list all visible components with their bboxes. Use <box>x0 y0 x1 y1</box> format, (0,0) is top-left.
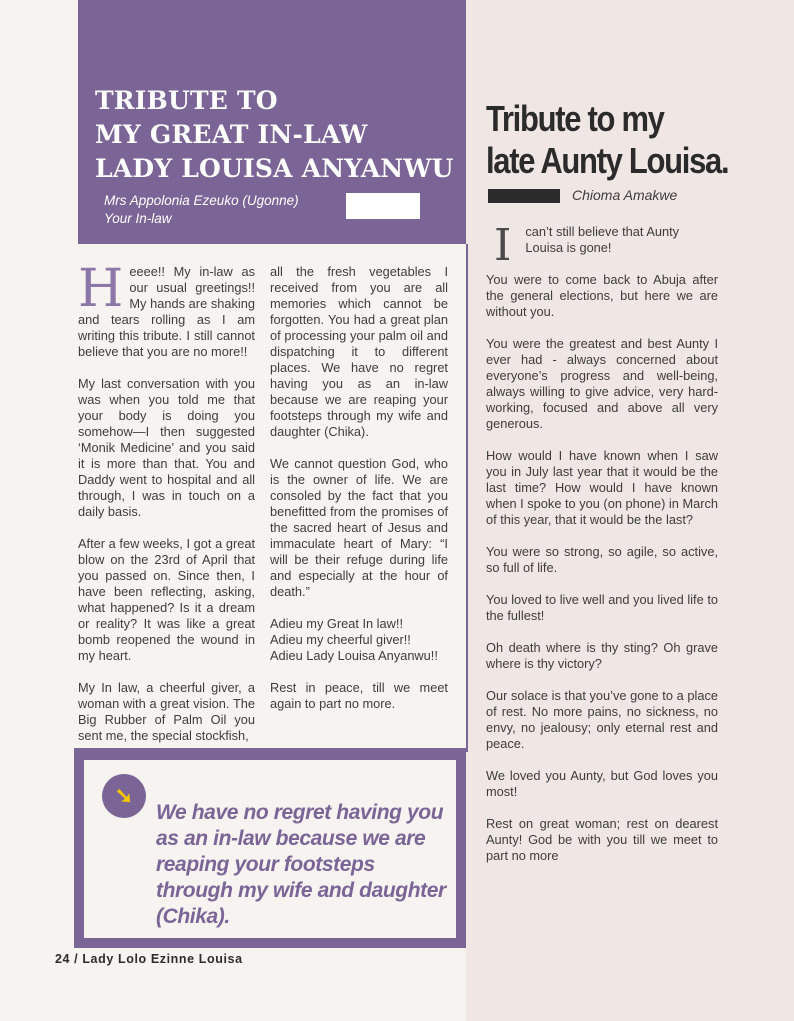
paragraph: After a few weeks, I got a great blow on the 23rd of April that you passed on. Since then, I have been reflecting, asking, what happened? Is it a dream or reality? It was like a great bomb reopened the wound in my heart. <box>78 536 255 663</box>
paragraph: Our solace is that you’ve gone to a place of rest. No more pains, no sickness, no envy, no jealousy; only eternal rest and peace. <box>486 688 718 751</box>
header-white-box <box>346 193 420 219</box>
paragraph: We loved you Aunty, but God loves you most! <box>486 768 718 799</box>
paragraph: all the fresh vegetables I received from you are all memories which cannot be forgotten. You had a great plan of processing your palm oil and dispatching it to different places. We have no regret having you as an in-law because we are reaping your footsteps through my wife and daughter (Chika). <box>270 264 448 439</box>
paragraph: Oh death where is thy sting? Oh grave where is thy victory? <box>486 640 718 671</box>
paragraph: You loved to live well and you lived life to the fullest! <box>486 592 718 623</box>
right-article-body <box>486 220 718 880</box>
left-article-title: TRIBUTE TO MY GREAT IN-LAW LADY LOUISA ANYANWU <box>95 86 454 183</box>
right-article-author: Chioma Amakwe <box>572 187 678 203</box>
column-divider <box>466 244 468 752</box>
paragraph: I can’t still believe that Aunty Louisa is gone! <box>494 220 680 271</box>
adieu-line: Adieu my cheerful giver!! <box>270 632 411 647</box>
drop-cap: I <box>494 220 512 271</box>
left-article-column-1 <box>78 259 255 760</box>
left-article-column-2 <box>270 264 448 728</box>
paragraph: We cannot question God, who is the owner of life. We are consoled by the fact that you benefitted from the promises of the sacred heart of Jesus and immaculate heart of Mary: “I will be their refuge during life and especially at the hour of death.” <box>270 456 448 599</box>
adieu-block <box>270 616 448 664</box>
paragraph: You were to come back to Abuja after the general elections, but here we are without you. <box>486 272 718 319</box>
paragraph: Rest on great woman; rest on dearest Aunty! God be with you till we meet to part no more <box>486 816 718 863</box>
paragraph: How would I have known when I saw you in July last year that it would be the last time? How would I have known when I spoke to you (on phone) in March of this year, that it would be the last? <box>486 448 718 527</box>
paragraph: My In law, a cheerful giver, a woman with a great vision. The Big Rubber of Palm Oil you sent me, the special stockfish, <box>78 680 255 743</box>
paragraph: You were the greatest and best Aunty I ever had - always concerned about everyone’s progress and well-being, always willing to give advice, very hard-working, focused and above all very generous. <box>486 336 718 431</box>
pull-quote-text: We have no regret having you as an in-law because we are reaping your footsteps through my wife and daughter (Chika). <box>156 801 446 928</box>
paragraph: Heeee!! My in-law as our usual greetings!! My hands are shaking and tears rolling as I am writing this tribute. I still cannot believe that you are no more!! <box>78 259 255 359</box>
right-article-title: Tribute to my late Aunty Louisa. <box>486 98 729 181</box>
paragraph: Rest in peace, till we meet again to part no more. <box>270 680 448 711</box>
paragraph: You were so strong, so agile, so active, so full of life. <box>486 544 718 575</box>
left-article-byline <box>104 192 299 228</box>
adieu-line: Adieu Lady Louisa Anyanwu!! <box>270 648 438 663</box>
left-article-author: Mrs Appolonia Ezeuko (Ugonne) <box>104 193 299 208</box>
page-footer: 24 / Lady Lolo Ezinne Louisa <box>55 952 243 966</box>
left-article-author-role: Your In-law <box>104 211 172 226</box>
drop-cap: H <box>78 259 124 319</box>
author-bar <box>488 189 560 203</box>
paragraph: My last conversation with you was when you told me that your body is doing you somehow—I then suggested ‘Monik Medicine’ and you said it is more than that. You and Daddy went to hospital and all through, I was in touch on a daily basis. <box>78 376 255 519</box>
arrow-down-right-icon: ➘ <box>102 774 146 818</box>
adieu-line: Adieu my Great In law!! <box>270 616 403 631</box>
